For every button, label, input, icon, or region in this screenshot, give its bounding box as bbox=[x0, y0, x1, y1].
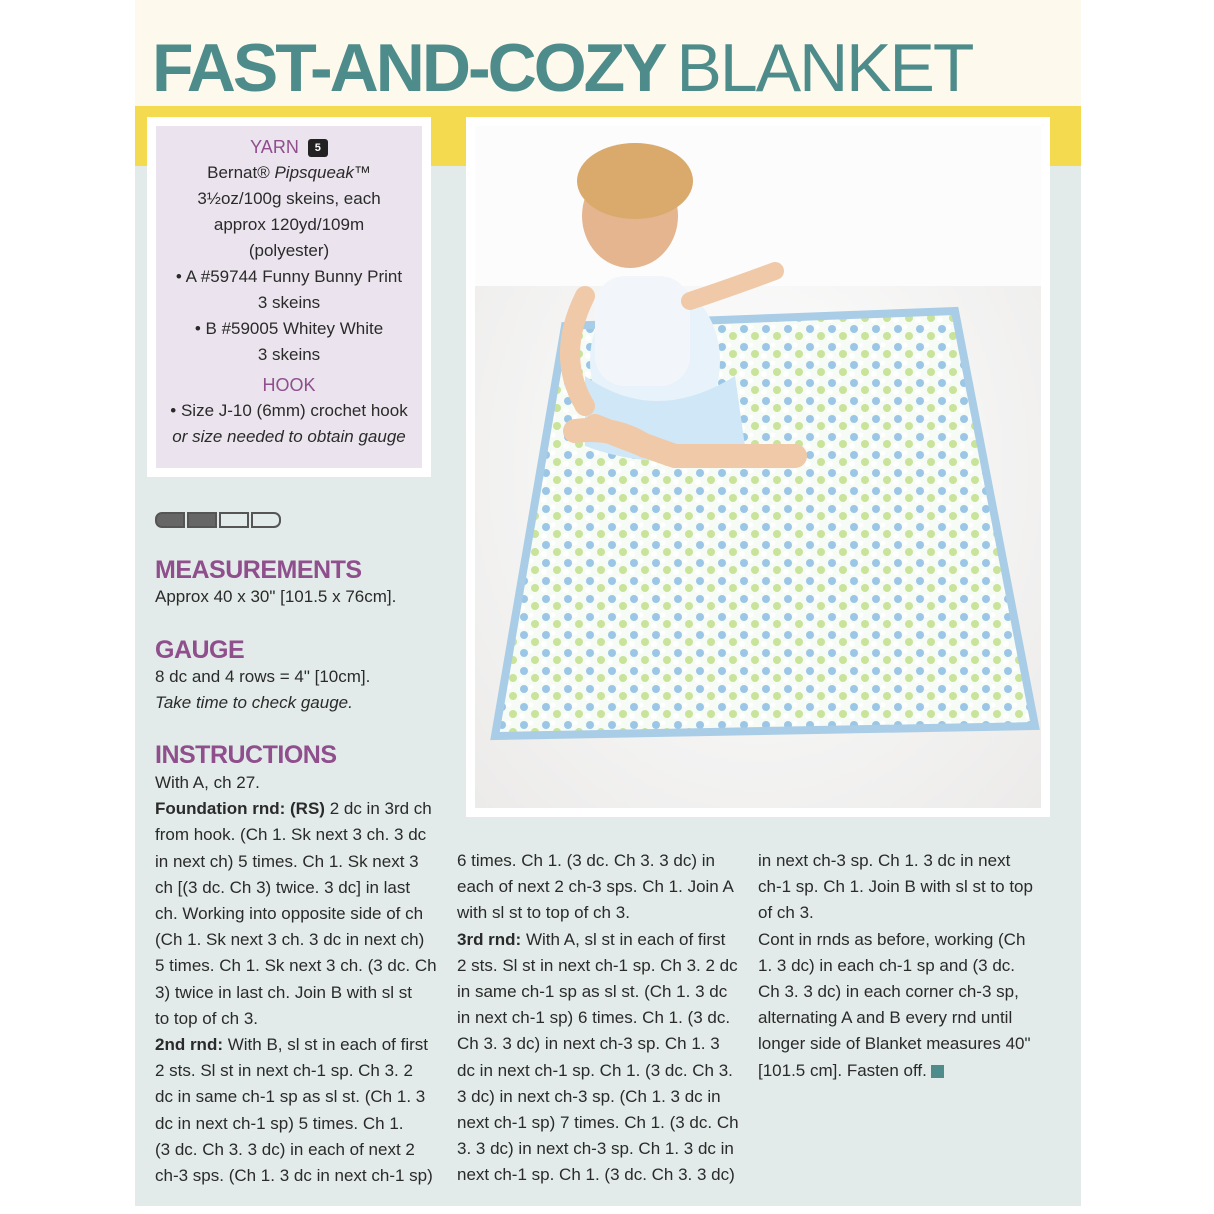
instruction-line: dc in next ch-1 sp. Ch 1. (3 dc. Ch 3. bbox=[457, 1060, 733, 1080]
yarn-brand bbox=[156, 160, 422, 186]
gauge-text: 8 dc and 4 rows = 4" [10cm]. bbox=[155, 667, 371, 686]
yarn-line: 3½oz/100g skeins, each bbox=[197, 189, 381, 208]
instruction-line: Foundation rnd: (RS) 2 dc in 3rd ch bbox=[155, 799, 432, 819]
instruction-line: Ch 3. 3 dc) in each corner ch-3 sp, bbox=[758, 982, 1019, 1002]
measurements-text: Approx 40 x 30" [101.5 x 76cm]. bbox=[155, 587, 397, 606]
instructions-column-1 bbox=[155, 770, 455, 1189]
instruction-line: alternating A and B every rnd until bbox=[758, 1008, 1013, 1028]
instruction-line: With A, ch 27. bbox=[155, 773, 260, 792]
skill-level-segment bbox=[251, 512, 281, 528]
skill-level-segment bbox=[187, 512, 217, 528]
page-panel bbox=[135, 0, 1081, 1206]
hook-heading: HOOK bbox=[262, 375, 316, 395]
baby-on-blanket-photo bbox=[475, 126, 1041, 808]
round-label: Foundation rnd: (RS) bbox=[155, 799, 325, 819]
instruction-line: next ch-1 sp. Ch 1. (3 dc. Ch 3. 3 dc) bbox=[457, 1165, 735, 1185]
skill-level-indicator bbox=[155, 512, 281, 528]
instruction-line: each of next 2 ch-3 sps. Ch 1. Join A bbox=[457, 877, 734, 897]
skill-level-segment bbox=[219, 512, 249, 528]
instruction-line: (3 dc. Ch 3. 3 dc) in each of next 2 bbox=[155, 1139, 415, 1159]
photo-illustration bbox=[475, 126, 1041, 808]
skill-level-segment bbox=[155, 512, 185, 528]
title-light: BLANKET bbox=[676, 30, 973, 106]
instruction-line: 5 times. Ch 1. Sk next 3 ch. (3 dc. Ch bbox=[155, 956, 437, 976]
round-label: 3rd rnd: bbox=[457, 929, 522, 949]
gauge-heading: GAUGE bbox=[155, 636, 245, 664]
instruction-line: next ch-1 sp) 7 times. Ch 1. (3 dc. Ch bbox=[457, 1113, 739, 1133]
yarn-brand-name: Bernat® bbox=[207, 163, 275, 182]
instruction-line: (Ch 1. Sk next 3 ch. 3 dc in next ch) bbox=[155, 930, 425, 950]
photo-frame bbox=[466, 117, 1050, 817]
instruction-line: with sl st to top of ch 3. bbox=[457, 903, 630, 923]
instruction-line: dc in next ch-1 sp) 5 times. Ch 1. bbox=[155, 1113, 404, 1133]
instruction-line: from hook. (Ch 1. Sk next 3 ch. 3 dc bbox=[155, 825, 427, 845]
instruction-line: 6 times. Ch 1. (3 dc. Ch 3. 3 dc) in bbox=[457, 851, 715, 870]
yarn-weight-icon: 5 bbox=[308, 139, 328, 157]
instruction-line: [101.5 cm]. Fasten off. bbox=[758, 1058, 1058, 1084]
instruction-line: of ch 3. bbox=[758, 903, 814, 923]
yarn-line: 3 skeins bbox=[257, 293, 321, 312]
instruction-line: 3. 3 dc) in next ch-3 sp. Ch 1. 3 dc in bbox=[457, 1139, 734, 1159]
hook-note: or size needed to obtain gauge bbox=[172, 427, 406, 446]
instruction-line: Ch 3. 3 dc) in next ch-3 sp. Ch 1. 3 bbox=[457, 1034, 720, 1054]
instruction-line: longer side of Blanket measures 40" bbox=[758, 1034, 1031, 1054]
instructions-heading: INSTRUCTIONS bbox=[155, 741, 337, 769]
instruction-line: 2 sts. Sl st in next ch-1 sp. Ch 3. 2 dc bbox=[457, 955, 738, 975]
title-bold: FAST-AND-COZY bbox=[152, 30, 665, 106]
materials-box bbox=[156, 126, 422, 468]
instructions-column-2 bbox=[457, 848, 757, 1189]
instructions-section bbox=[155, 741, 337, 769]
instruction-line: in next ch-3 sp. Ch 1. 3 dc in next bbox=[758, 851, 1011, 870]
gauge-note: Take time to check gauge. bbox=[155, 693, 353, 712]
instruction-line: to top of ch 3. bbox=[155, 1008, 259, 1028]
yarn-heading bbox=[156, 134, 422, 160]
instruction-line: 3) twice in last ch. Join B with sl st bbox=[155, 982, 412, 1002]
instruction-line: in next ch) 5 times. Ch 1. Sk next 3 bbox=[155, 851, 419, 871]
end-square-icon bbox=[931, 1065, 944, 1078]
instruction-line: ch-1 sp. Ch 1. Join B with sl st to top bbox=[758, 877, 1033, 897]
yarn-line: (polyester) bbox=[248, 241, 330, 260]
hook-line: • Size J-10 (6mm) crochet hook bbox=[170, 401, 408, 420]
materials-box-frame bbox=[147, 117, 431, 477]
gauge-section bbox=[155, 636, 370, 716]
instruction-line: ch [(3 dc. Ch 3) twice. 3 dc] in last bbox=[155, 877, 411, 897]
instruction-line: ch. Working into opposite side of ch bbox=[155, 904, 424, 924]
instruction-line: Cont in rnds as before, working (Ch bbox=[758, 929, 1026, 949]
yarn-line: 3 skeins bbox=[257, 345, 321, 364]
instruction-line: 2 sts. Sl st in next ch-1 sp. Ch 3. 2 bbox=[155, 1061, 413, 1081]
instruction-line: in next ch-1 sp) 6 times. Ch 1. (3 dc. bbox=[457, 1008, 731, 1028]
instruction-line: 2nd rnd: With B, sl st in each of first bbox=[155, 1035, 429, 1055]
instruction-line: in same ch-1 sp as sl st. (Ch 1. 3 dc bbox=[457, 982, 728, 1002]
instruction-line: ch-3 sps. (Ch 1. 3 dc in next ch-1 sp) bbox=[155, 1166, 433, 1186]
round-label: 2nd rnd: bbox=[155, 1035, 223, 1055]
instruction-line: dc in same ch-1 sp as sl st. (Ch 1. 3 bbox=[155, 1087, 426, 1107]
instruction-line: 3rd rnd: With A, sl st in each of first bbox=[457, 929, 726, 949]
yarn-line: • B #59005 Whitey White bbox=[194, 319, 384, 338]
yarn-line: approx 120yd/109m bbox=[213, 215, 365, 234]
instructions-column-3 bbox=[758, 848, 1058, 1084]
instruction-line: 1. 3 dc) in each ch-1 sp and (3 dc. bbox=[758, 955, 1016, 975]
page-title bbox=[152, 30, 972, 106]
measurements-section bbox=[155, 556, 396, 610]
yarn-heading-label: YARN bbox=[250, 137, 299, 157]
instruction-line: 3 dc) in next ch-3 sp. (Ch 1. 3 dc in bbox=[457, 1086, 721, 1106]
measurements-heading: MEASUREMENTS bbox=[155, 556, 362, 584]
yarn-product-name: Pipsqueak™ bbox=[274, 163, 371, 182]
yarn-line: • A #59744 Funny Bunny Print bbox=[175, 267, 403, 286]
